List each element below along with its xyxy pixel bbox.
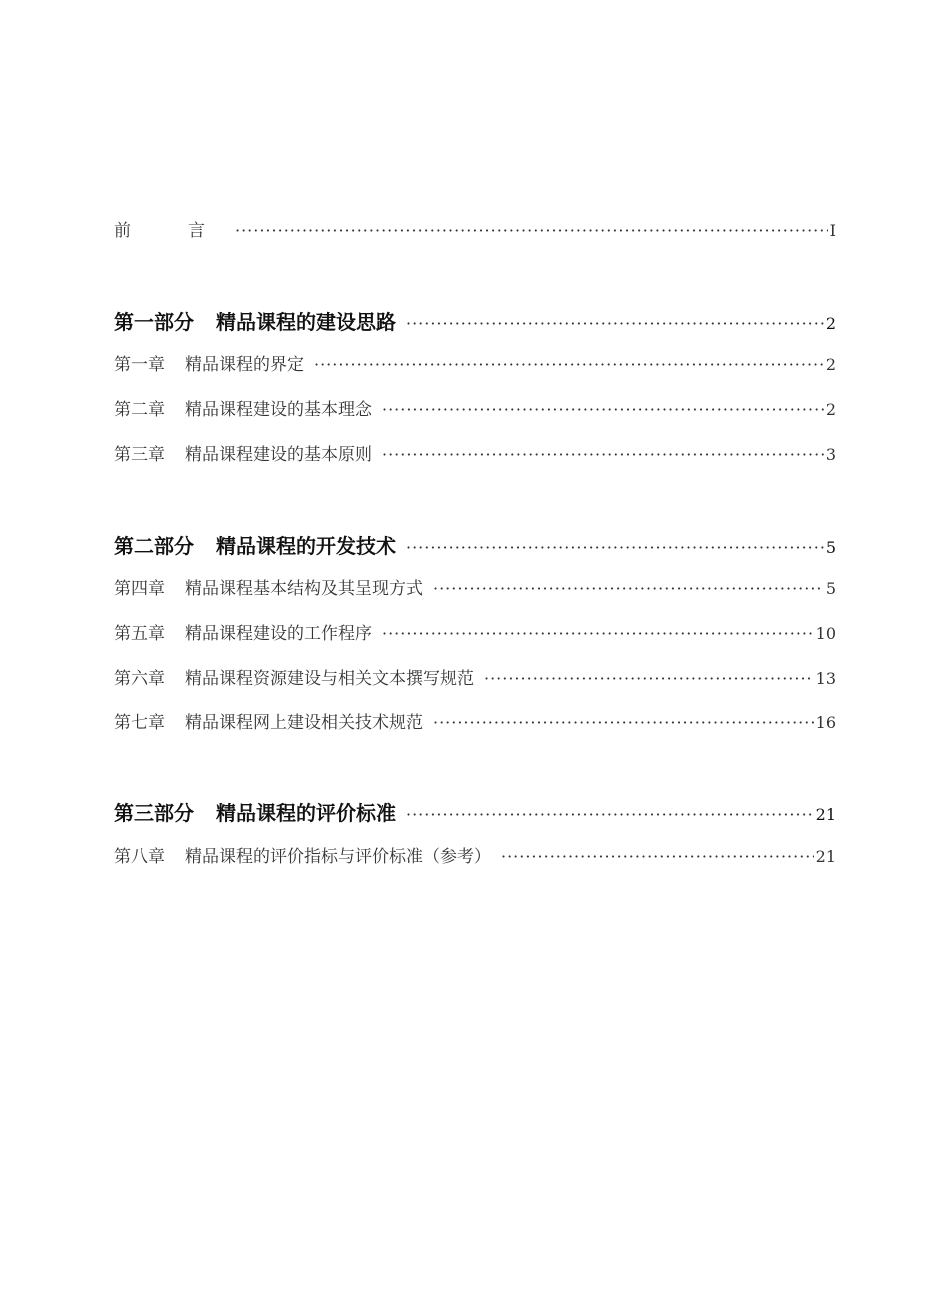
dot-leader (484, 669, 814, 688)
chapter-title: 精品课程建设的工作程序 (185, 624, 372, 644)
dot-leader (406, 538, 824, 557)
chapter-number: 第六章 (114, 669, 165, 689)
dot-leader (433, 713, 814, 732)
toc-part-2[interactable] (114, 530, 836, 559)
toc-page-number: I (829, 221, 836, 240)
part-title: 精品课程的评价标准 (216, 801, 396, 825)
toc-part-3[interactable] (114, 797, 836, 826)
chapter-number: 第五章 (114, 624, 165, 644)
dot-leader (382, 400, 824, 419)
chapter-title: 精品课程建设的基本原则 (185, 445, 372, 465)
toc-chapter-4[interactable] (114, 574, 836, 599)
part-number: 第二部分 (114, 534, 194, 558)
chapter-title: 精品课程的界定 (185, 355, 304, 375)
toc-page-number: 5 (825, 579, 836, 598)
part-title: 精品课程的开发技术 (216, 534, 396, 558)
toc-page-number: 16 (815, 713, 836, 732)
toc-chapter-3[interactable] (114, 440, 836, 465)
chapter-number: 第三章 (114, 445, 165, 465)
toc-page-number: 2 (825, 400, 836, 419)
chapter-number: 第八章 (114, 847, 165, 867)
part-number: 第一部分 (114, 310, 194, 334)
chapter-number: 第二章 (114, 400, 165, 420)
chapter-title: 精品课程基本结构及其呈现方式 (185, 579, 423, 599)
toc-chapter-7[interactable] (114, 708, 836, 733)
dot-leader (501, 847, 814, 866)
dot-leader (406, 805, 814, 824)
toc-page-number: 21 (815, 805, 836, 824)
toc-page-number: 13 (815, 669, 836, 688)
part-title: 精品课程的建设思路 (216, 310, 396, 334)
toc-page-number: 2 (825, 314, 836, 333)
chapter-number: 第一章 (114, 355, 165, 375)
toc-entry-title: 前 言 (114, 221, 225, 241)
toc-chapter-5[interactable] (114, 619, 836, 644)
toc-chapter-6[interactable] (114, 664, 836, 689)
toc-page-number: 5 (825, 538, 836, 557)
dot-leader (314, 355, 824, 374)
part-number: 第三部分 (114, 801, 194, 825)
toc-page-number: 21 (815, 847, 836, 866)
chapter-number: 第四章 (114, 579, 165, 599)
dot-leader (406, 314, 824, 333)
dot-leader (382, 445, 824, 464)
chapter-title: 精品课程的评价指标与评价标准（参考） (185, 847, 491, 867)
chapter-title: 精品课程资源建设与相关文本撰写规范 (185, 669, 474, 689)
toc-entry-preface[interactable] (114, 216, 836, 241)
chapter-number: 第七章 (114, 713, 165, 733)
dot-leader (382, 624, 814, 643)
chapter-title: 精品课程建设的基本理念 (185, 400, 372, 420)
toc-page-number: 10 (815, 624, 836, 643)
toc-chapter-1[interactable] (114, 350, 836, 375)
toc-chapter-8[interactable] (114, 842, 836, 867)
toc-chapter-2[interactable] (114, 395, 836, 420)
dot-leader (433, 579, 824, 598)
dot-leader (235, 221, 828, 240)
toc-page-number: 3 (825, 445, 836, 464)
chapter-title: 精品课程网上建设相关技术规范 (185, 713, 423, 733)
toc-page-number: 2 (825, 355, 836, 374)
toc-part-1[interactable] (114, 306, 836, 335)
